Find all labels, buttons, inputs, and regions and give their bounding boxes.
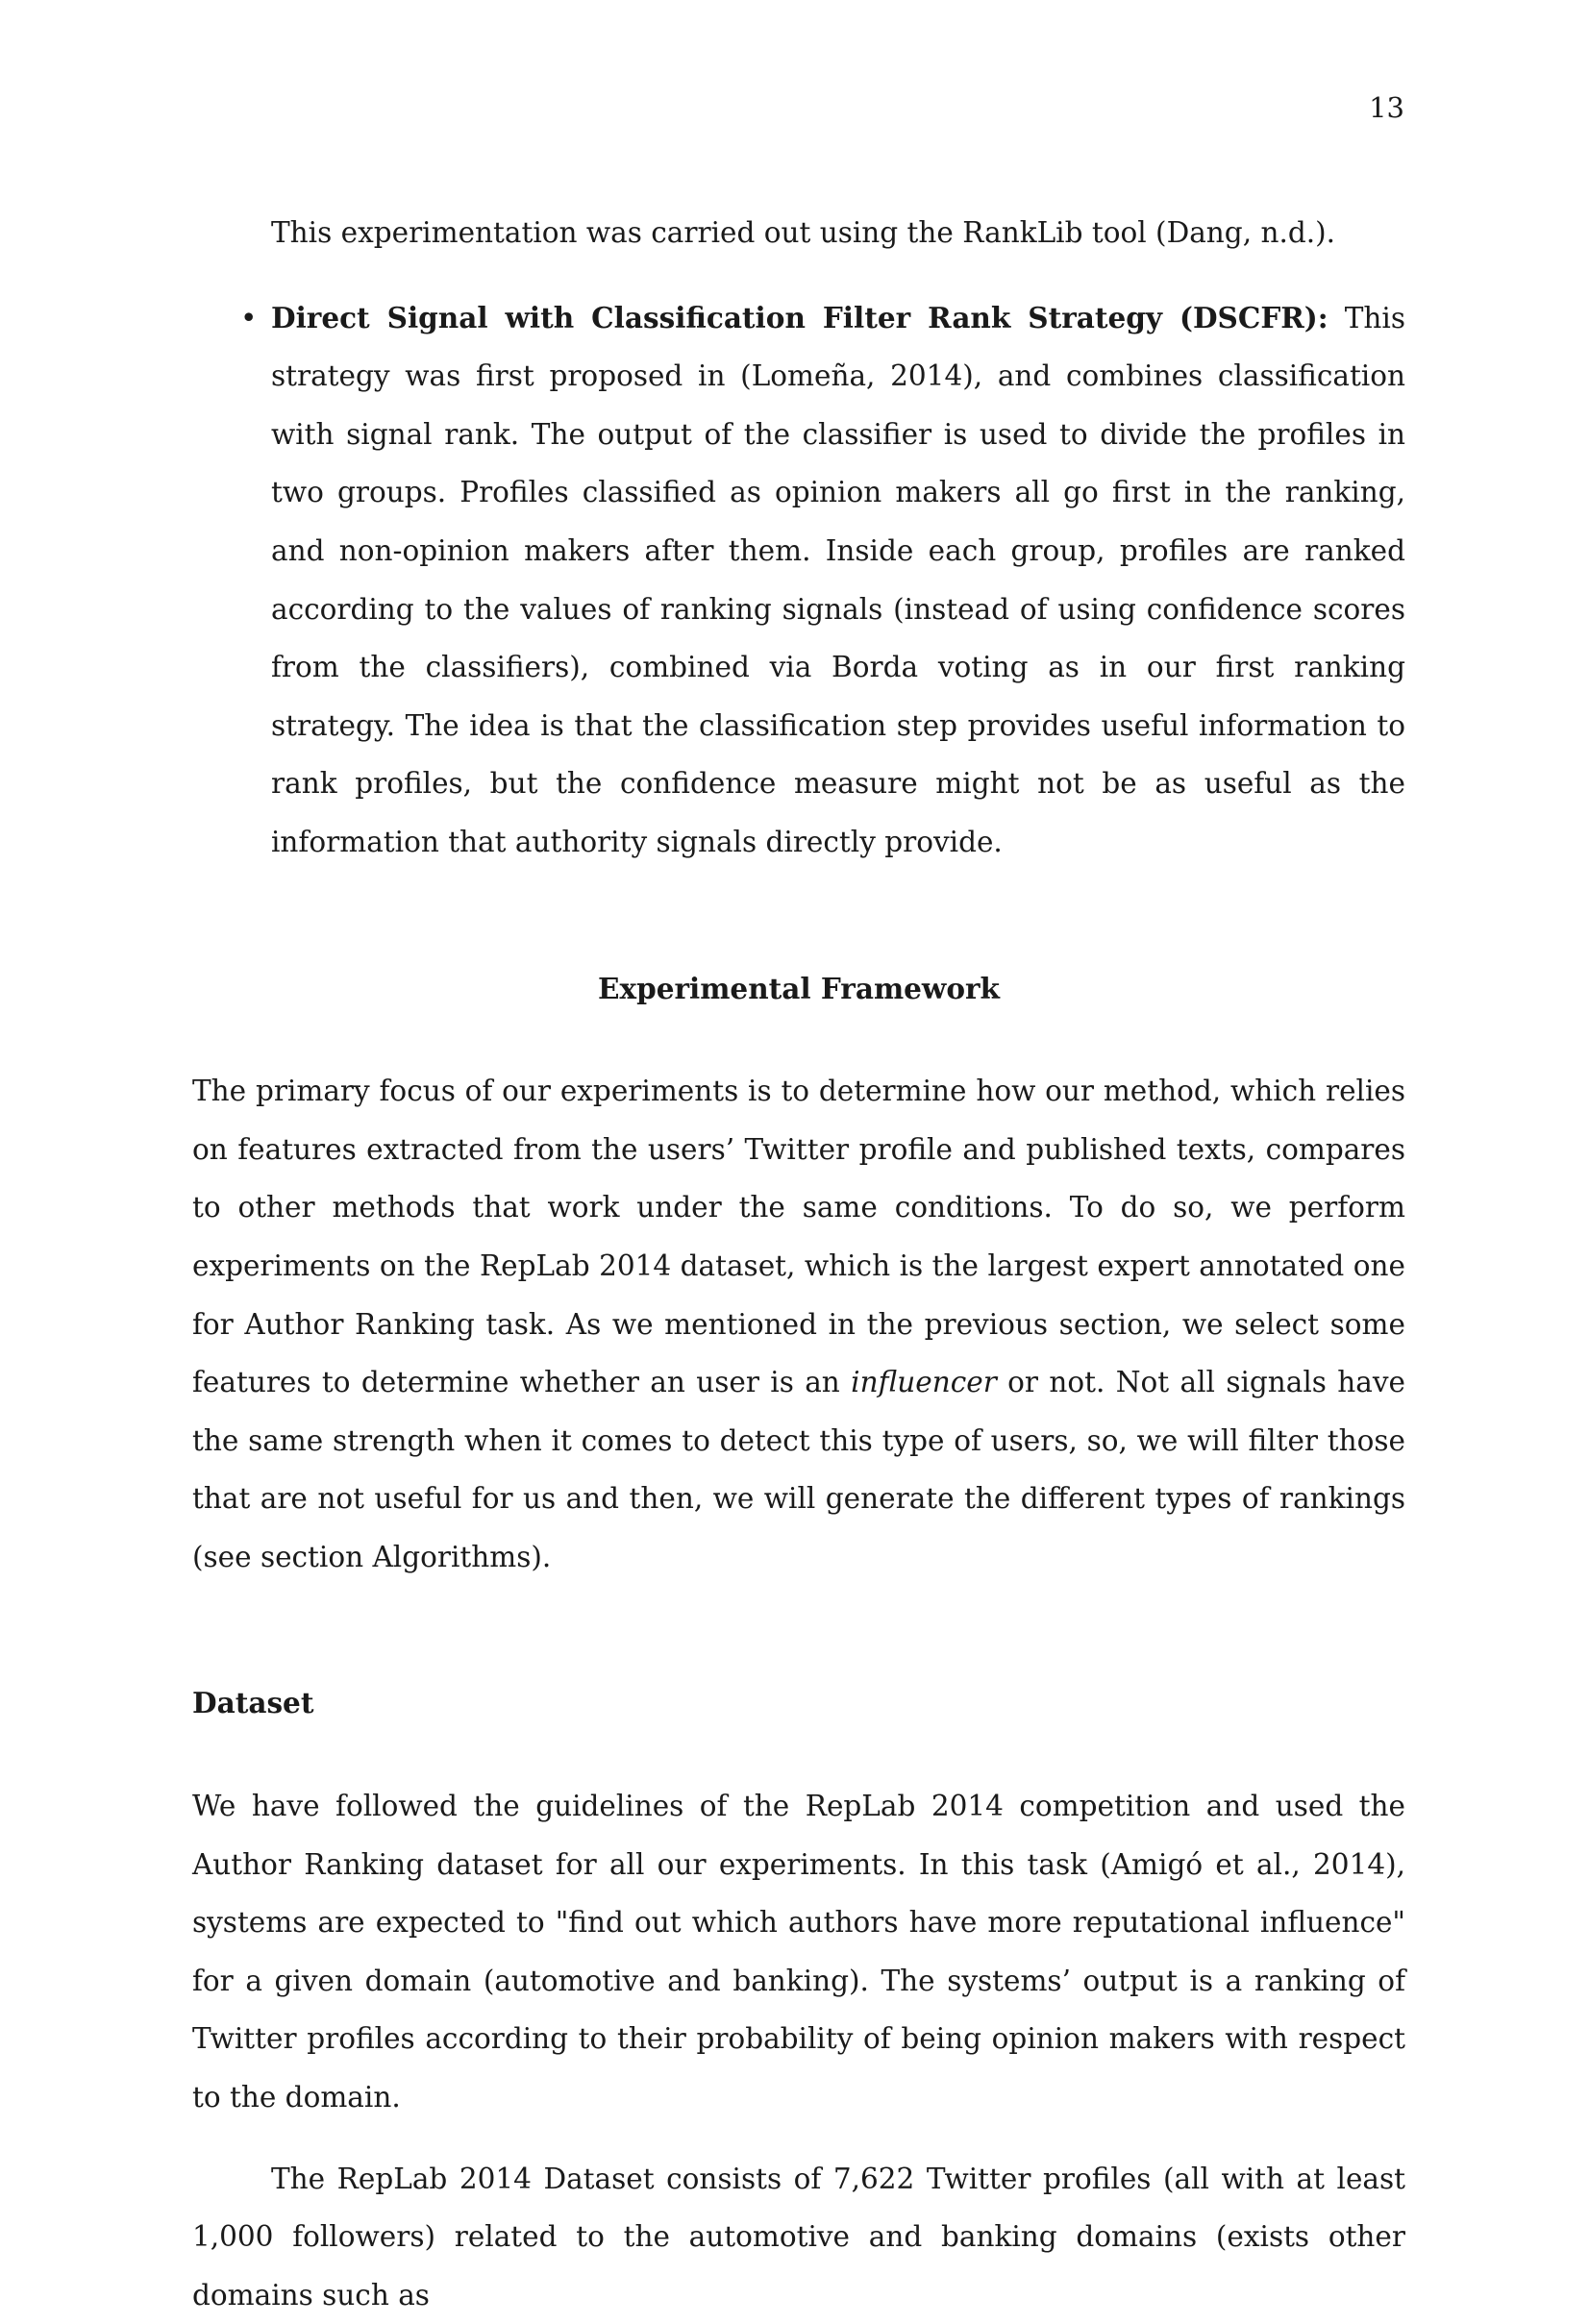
paragraph-text: or not. Not all signals have the same strength when it comes to detect this type of users, so, we will filter those that are not useful for us and then, we will generate the different types of rankings (see section Algorithms). [192, 1366, 1405, 1573]
section-paragraph [192, 1062, 1405, 1586]
page-content [192, 204, 1405, 2324]
continuation-text: This experimentation was carried out using the RankLib tool (Dang, n.d.). [271, 216, 1335, 249]
bullet-text: This strategy was first proposed in (Lomeña, 2014), and combines classification with signal rank. The output of the classifier is used to divide the profiles in two groups. Profiles classified as opinion makers all go first in the ranking, and non-opinion makers after them. Inside each group, profiles are ranked according to the values of ranking signals (instead of using confidence scores from the classifiers), combined via Borda voting as in our first ranking strategy. The idea is that the classification step provides useful information to rank profiles, but the confidence measure might not be as useful as the information that authority signals directly provide. [271, 301, 1405, 858]
page-number: 13 [1369, 91, 1404, 124]
bullet-icon: • [240, 301, 258, 334]
italic-term: influencer [851, 1366, 997, 1399]
bullet-term: Direct Signal with Classification Filter Rank Strategy (DSCFR): [271, 300, 1328, 334]
subsection-heading: Dataset [192, 1686, 314, 1720]
dataset-paragraph-1: We have followed the guidelines of the RepLab 2014 competition and used the Author Ranking dataset for all our experiments. In this task (Amigó et al., 2014), systems are expected to "find out which authors have more reputational influence" for a given domain (automotive and banking). The systems’ output is a ranking of Twitter profiles according to their probability of being opinion makers with respect to the domain. [192, 1790, 1405, 2114]
paragraph-text: The primary focus of our experiments is to determine how our method, which relies on features extracted from the users’ Twitter profile and published texts, compares to other methods that work under the same conditions. To do so, we perform experiments on the RepLab 2014 dataset, which is the largest expert annotated one for Author Ranking task. As we mentioned in the previous section, we select some features to determine whether an user is an [192, 1075, 1405, 1399]
dataset-paragraph-2: The RepLab 2014 Dataset consists of 7,622 Twitter profiles (all with at least 1,000 followers) related to the automotive and banking domains (exists other domains such as [192, 2162, 1405, 2312]
section-heading: Experimental Framework [598, 971, 1000, 1005]
list-item [192, 289, 1405, 872]
